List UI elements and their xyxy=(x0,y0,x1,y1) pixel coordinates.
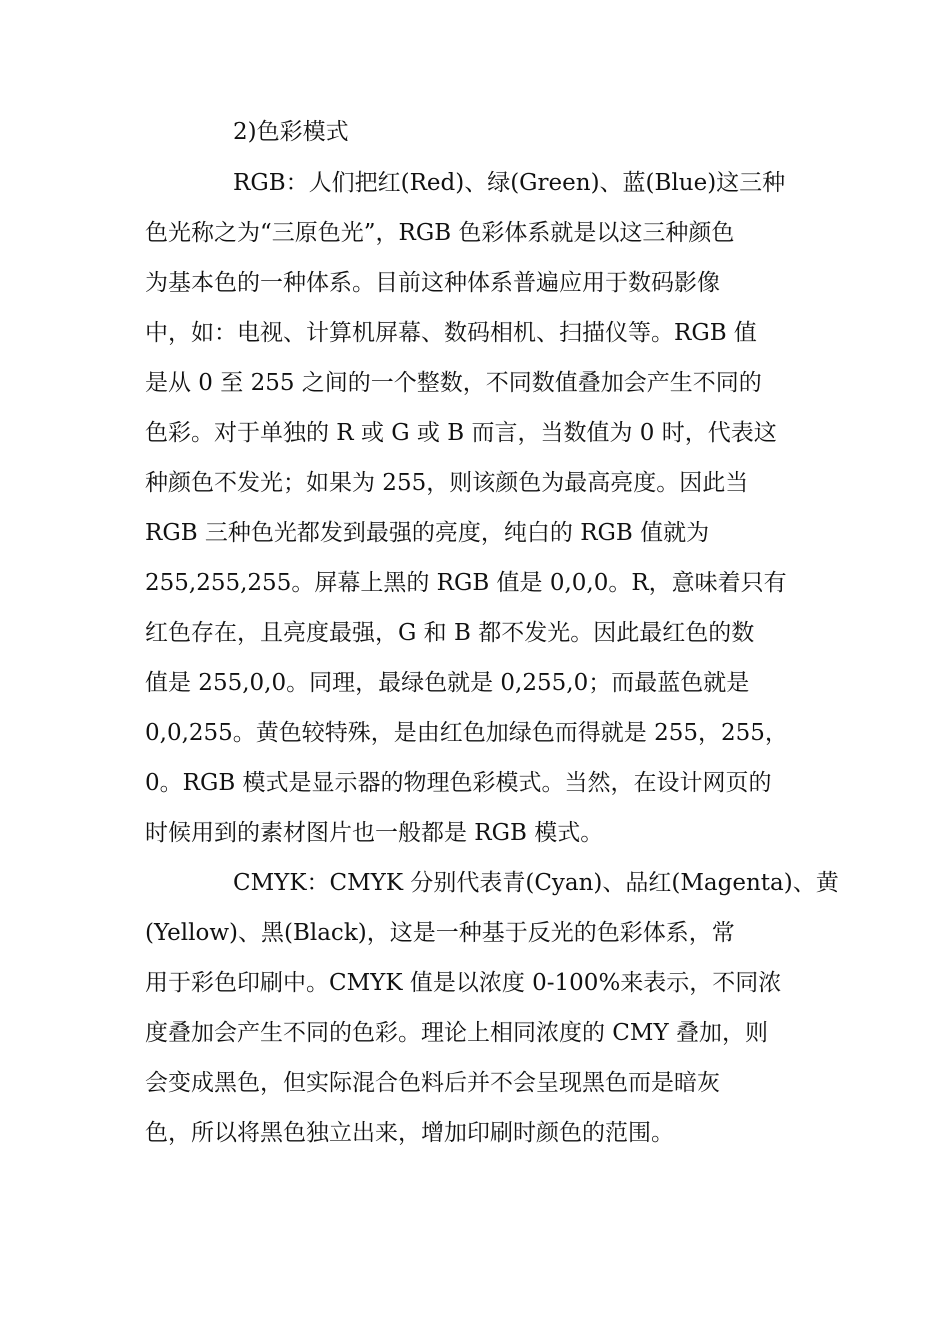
section-heading: 2)色彩模式 xyxy=(233,119,349,145)
rgb-paragraph-line: 为基本色的一种体系。目前这种体系普遍应用于数码影像 xyxy=(145,270,720,296)
cmyk-paragraph-line: 度叠加会产生不同的色彩。理论上相同浓度的 CMY 叠加，则 xyxy=(145,1020,768,1046)
cmyk-paragraph-line: 会变成黑色，但实际混合色料后并不会呈现黑色而是暗灰 xyxy=(145,1070,720,1096)
cmyk-paragraph-line: 色，所以将黑色独立出来，增加印刷时颜色的范围。 xyxy=(145,1120,674,1146)
cmyk-paragraph-line: 用于彩色印刷中。CMYK 值是以浓度 0-100%来表示，不同浓 xyxy=(145,970,782,996)
rgb-paragraph-line: 255,255,255。屏幕上黑的 RGB 值是 0,0,0。R，意味着只有 xyxy=(145,570,787,596)
rgb-paragraph-line: RGB 三种色光都发到最强的亮度，纯白的 RGB 值就为 xyxy=(145,520,710,546)
rgb-paragraph-line: 种颜色不发光；如果为 255，则该颜色为最高亮度。因此当 xyxy=(145,470,749,496)
rgb-paragraph-line: RGB：人们把红(Red)、绿(Green)、蓝(Blue)这三种 xyxy=(233,170,786,196)
rgb-paragraph-line: 是从 0 至 255 之间的一个整数，不同数值叠加会产生不同的 xyxy=(145,370,762,396)
rgb-paragraph-line: 中，如：电视、计算机屏幕、数码相机、扫描仪等。RGB 值 xyxy=(145,320,757,346)
rgb-paragraph-line: 色光称之为“三原色光”，RGB 色彩体系就是以这三种颜色 xyxy=(145,220,735,246)
rgb-paragraph-line: 值是 255,0,0。同理，最绿色就是 0,255,0；而最蓝色就是 xyxy=(145,670,750,696)
rgb-paragraph-line: 0。RGB 模式是显示器的物理色彩模式。当然，在设计网页的 xyxy=(145,770,772,796)
cmyk-paragraph-line: CMYK：CMYK 分别代表青(Cyan)、品红(Magenta)、黄 xyxy=(233,870,839,896)
rgb-paragraph-line: 色彩。对于单独的 R 或 G 或 B 而言，当数值为 0 时，代表这 xyxy=(145,420,777,446)
cmyk-paragraph-line: (Yellow)、黑(Black)，这是一种基于反光的色彩体系，常 xyxy=(145,920,735,946)
rgb-paragraph-line: 0,0,255。黄色较特殊，是由红色加绿色而得就是 255，255， xyxy=(145,720,788,746)
rgb-paragraph-line: 红色存在，且亮度最强，G 和 B 都不发光。因此最红色的数 xyxy=(145,620,755,646)
rgb-paragraph-line: 时候用到的素材图片也一般都是 RGB 模式。 xyxy=(145,820,604,846)
